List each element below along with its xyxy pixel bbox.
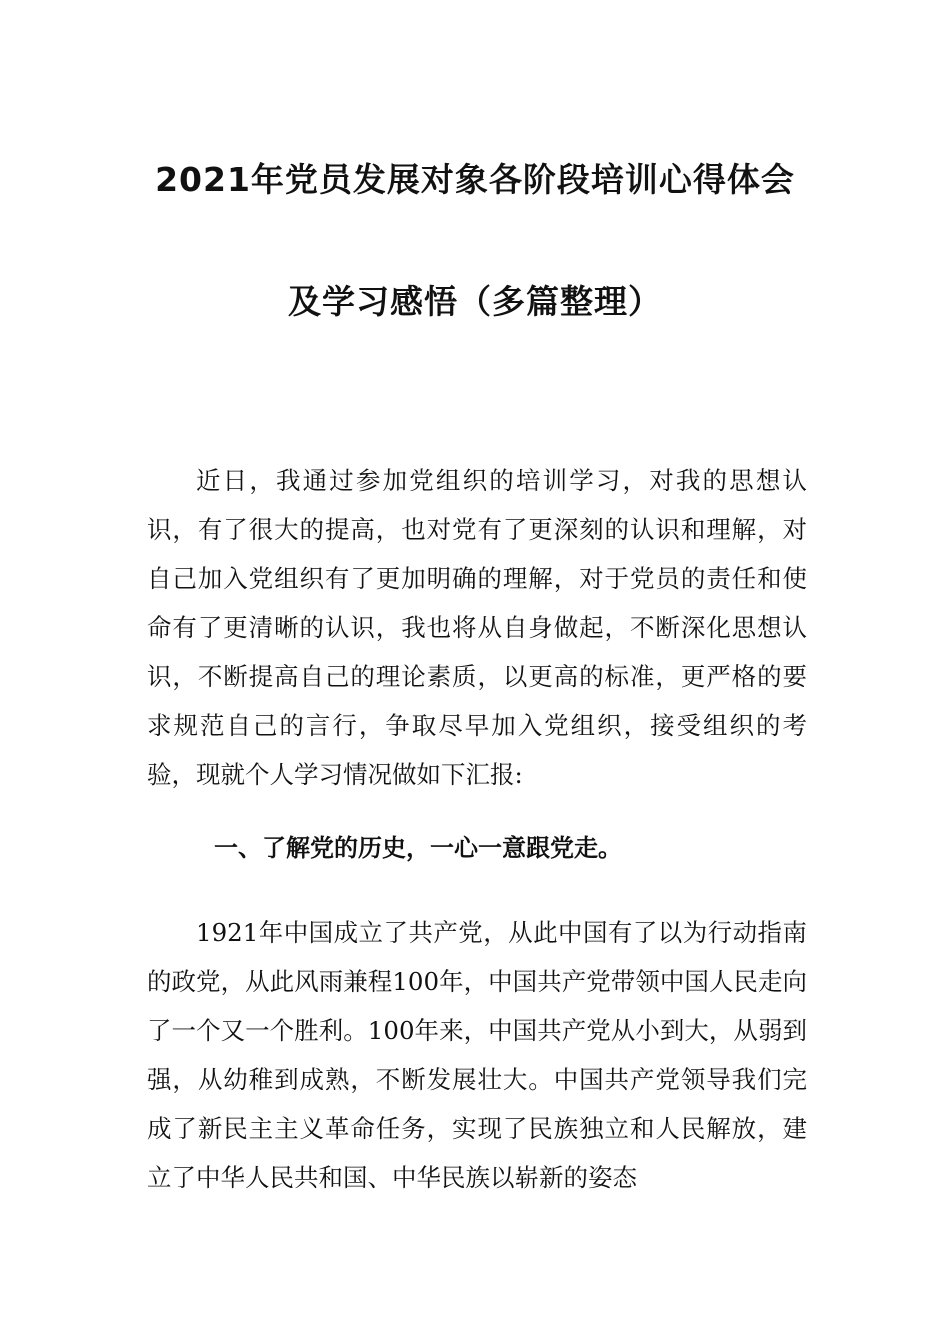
document-title-line-1: 2021年党员发展对象各阶段培训心得体会 [155,160,795,199]
intro-paragraph: 近日，我通过参加党组织的培训学习，对我的思想认识，有了很大的提高，也对党有了更深刻的认识和理解，对自己加入党组织有了更加明确的理解，对于党员的责任和使命有了更清晰的认识，我也将从自身做起，不断深化思想认识，不断提高自己的理论素质，以更高的标准，更严格的要求规范自己的言行，争取尽早加入党组织，接受组织的考验，现就个人学习情况做如下汇报: [147,466,807,789]
history-paragraph: 1921年中国成立了共产党，从此中国有了以为行动指南的政党，从此风雨兼程100年，中国共产党带领中国人民走向了一个又一个胜利。100年来，中国共产党从小到大，从弱到强，从幼稚到成熟，不断发展壮大。中国共产党领导我们完成了新民主主义革命任务，实现了民族独立和人民解放，建立了中华人民共和国、中华民族以崭新的姿态 [147,918,807,1192]
document-title-line-2: 及学习感悟（多篇整理） [288,282,662,321]
section-heading-1: 一、了解党的历史，一心一意跟党走。 [214,834,622,862]
